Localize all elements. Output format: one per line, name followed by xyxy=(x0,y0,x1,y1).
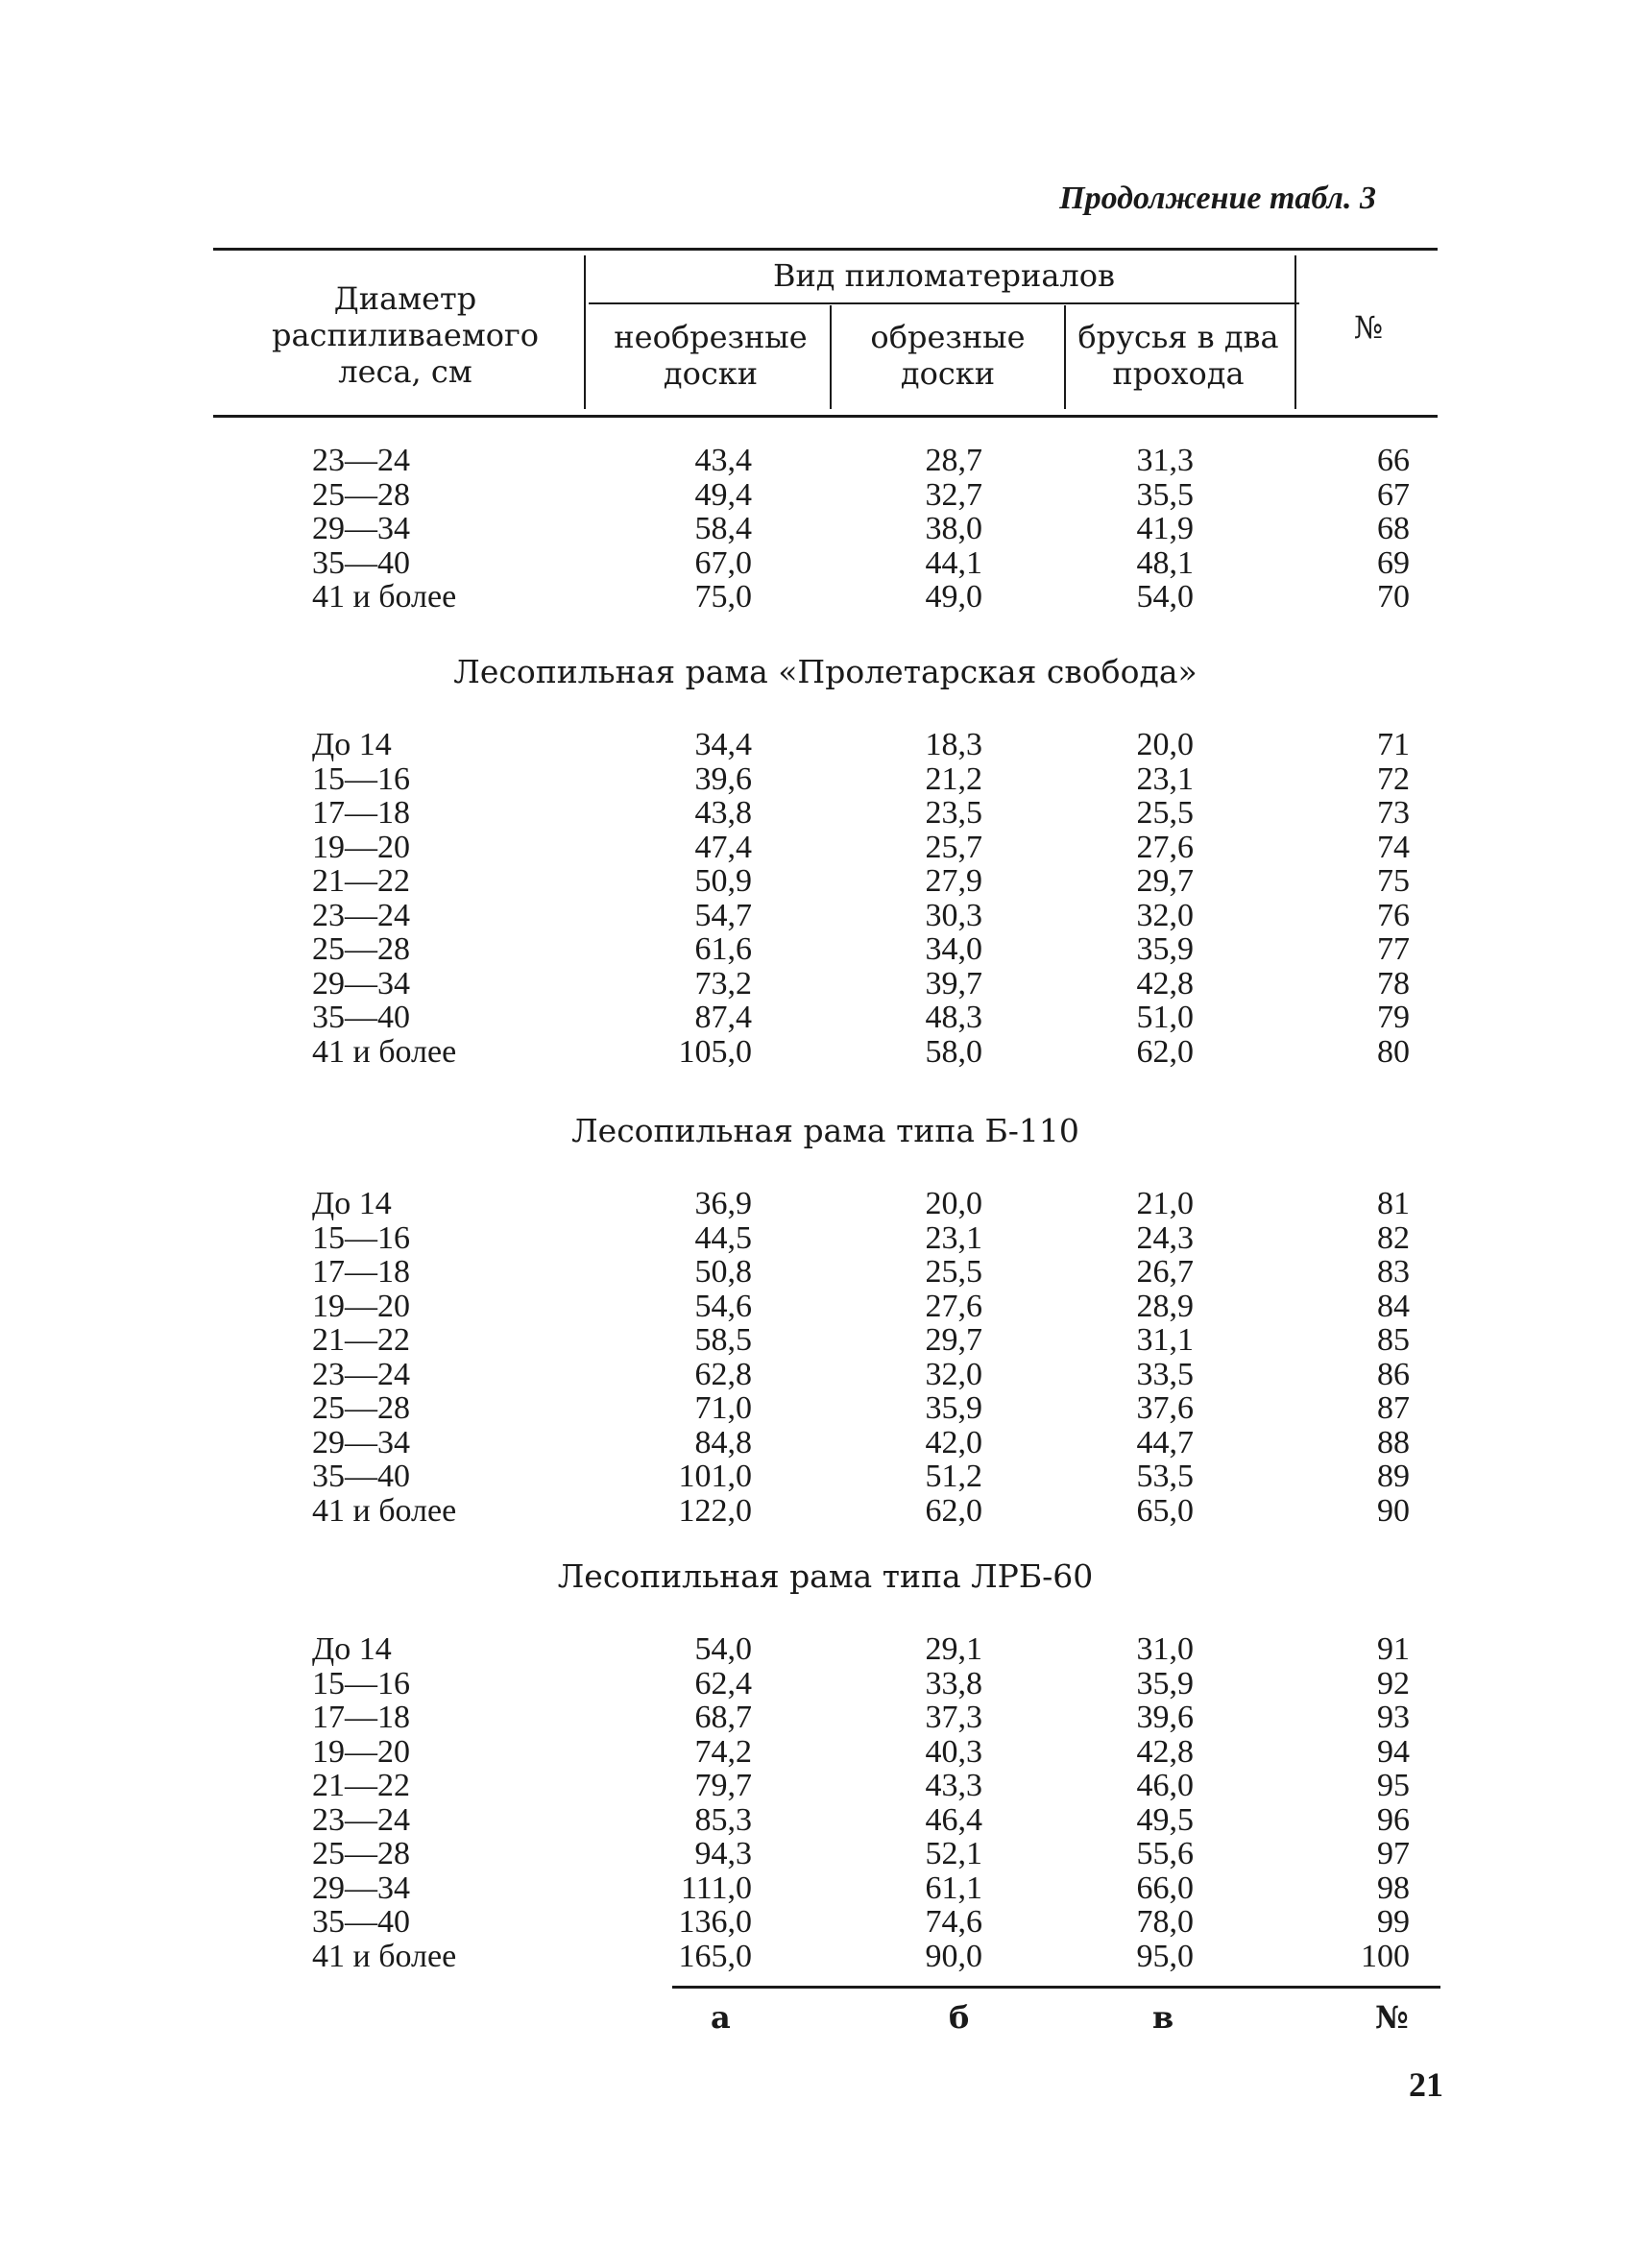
table-row xyxy=(0,546,1645,581)
unedged-boards-cell: 58,5 xyxy=(694,1322,752,1358)
edged-boards-cell: 20,0 xyxy=(925,1186,982,1221)
diameter-cell: 29—34 xyxy=(312,1870,410,1906)
unedged-boards-cell: 165,0 xyxy=(678,1938,752,1974)
row-number-cell: 91 xyxy=(1377,1631,1410,1667)
row-number-cell: 88 xyxy=(1377,1424,1410,1460)
edged-boards-cell: 23,5 xyxy=(925,795,982,831)
table-row xyxy=(0,1187,1645,1221)
diameter-cell: 41 и более xyxy=(312,1938,457,1974)
diameter-cell: 23—24 xyxy=(312,443,410,478)
row-number-cell: 75 xyxy=(1377,863,1410,899)
header-col-v: брусья в два прохода xyxy=(1077,319,1279,392)
row-number-cell: 92 xyxy=(1377,1665,1410,1701)
row-number-cell: 87 xyxy=(1377,1390,1410,1426)
table-row xyxy=(0,1632,1645,1667)
row-number-cell: 98 xyxy=(1377,1870,1410,1906)
edged-boards-cell: 32,7 xyxy=(925,476,982,513)
section-title: Лесопильная рама типа Б-110 xyxy=(571,1112,1079,1149)
table-row xyxy=(0,444,1645,478)
diameter-cell: 15—16 xyxy=(312,760,410,797)
row-number-cell: 95 xyxy=(1377,1768,1410,1803)
beams-cell: 25,5 xyxy=(1136,795,1194,831)
diameter-cell: 41 и более xyxy=(312,1492,457,1529)
beams-cell: 51,0 xyxy=(1136,1000,1194,1035)
unedged-boards-cell: 87,4 xyxy=(694,1000,752,1035)
edged-boards-cell: 48,3 xyxy=(925,1000,982,1035)
beams-cell: 31,0 xyxy=(1136,1631,1194,1667)
edged-boards-cell: 29,1 xyxy=(925,1631,982,1667)
table-row xyxy=(0,1735,1645,1770)
table-row xyxy=(0,1905,1645,1940)
row-number-cell: 74 xyxy=(1377,829,1410,865)
unedged-boards-cell: 79,7 xyxy=(694,1768,752,1803)
beams-cell: 95,0 xyxy=(1136,1938,1194,1974)
diameter-cell: 41 и более xyxy=(312,1033,457,1070)
diameter-cell: 21—22 xyxy=(312,863,410,899)
diameter-cell: 35—40 xyxy=(312,544,410,581)
table-row xyxy=(0,1460,1645,1494)
unedged-boards-cell: 44,5 xyxy=(694,1219,752,1256)
beams-cell: 53,5 xyxy=(1136,1459,1194,1494)
header-diameter: Диаметр распиливаемого леса, см xyxy=(271,280,539,390)
edged-boards-cell: 21,2 xyxy=(925,760,982,797)
header-lumber-type: Вид пиломатериалов xyxy=(772,257,1116,294)
unedged-boards-cell: 101,0 xyxy=(678,1459,752,1494)
beams-cell: 54,0 xyxy=(1136,579,1194,615)
table-row xyxy=(0,899,1645,933)
row-number-cell: 66 xyxy=(1377,443,1410,478)
row-number-cell: 81 xyxy=(1377,1186,1410,1221)
beams-cell: 44,7 xyxy=(1136,1424,1194,1460)
unedged-boards-cell: 49,4 xyxy=(694,476,752,513)
diameter-cell: 25—28 xyxy=(312,1390,410,1426)
table-row xyxy=(0,831,1645,865)
unedged-boards-cell: 61,6 xyxy=(694,931,752,967)
table-row xyxy=(0,1803,1645,1838)
beams-cell: 35,9 xyxy=(1136,1665,1194,1701)
row-number-cell: 99 xyxy=(1377,1904,1410,1940)
edged-boards-cell: 39,7 xyxy=(925,965,982,1001)
diameter-cell: 35—40 xyxy=(312,1000,410,1035)
table-row xyxy=(0,762,1645,797)
table-row xyxy=(0,1667,1645,1701)
row-number-cell: 82 xyxy=(1377,1219,1410,1256)
unedged-boards-cell: 94,3 xyxy=(694,1836,752,1871)
page-number: 21 xyxy=(1409,2065,1443,2104)
unedged-boards-cell: 71,0 xyxy=(694,1390,752,1426)
edged-boards-cell: 25,5 xyxy=(925,1254,982,1290)
unedged-boards-cell: 75,0 xyxy=(694,579,752,615)
beams-cell: 27,6 xyxy=(1136,829,1194,865)
beams-cell: 78,0 xyxy=(1136,1904,1194,1940)
table-row xyxy=(0,478,1645,513)
unedged-boards-cell: 136,0 xyxy=(678,1904,752,1940)
row-number-cell: 100 xyxy=(1361,1938,1410,1974)
row-number-cell: 69 xyxy=(1377,544,1410,581)
row-number-cell: 93 xyxy=(1377,1700,1410,1735)
table-row xyxy=(0,1255,1645,1290)
row-number-cell: 72 xyxy=(1377,760,1410,797)
table-row xyxy=(0,1221,1645,1256)
edged-boards-cell: 29,7 xyxy=(925,1322,982,1358)
diameter-cell: 19—20 xyxy=(312,1288,410,1324)
beams-cell: 41,9 xyxy=(1136,511,1194,546)
unedged-boards-cell: 67,0 xyxy=(694,544,752,581)
row-number-cell: 67 xyxy=(1377,476,1410,513)
beams-cell: 49,5 xyxy=(1136,1801,1194,1838)
beams-cell: 35,5 xyxy=(1136,476,1194,513)
table-row xyxy=(0,1001,1645,1035)
edged-boards-cell: 37,3 xyxy=(925,1700,982,1735)
edged-boards-cell: 90,0 xyxy=(925,1938,982,1974)
edged-boards-cell: 44,1 xyxy=(925,544,982,581)
edged-boards-cell: 43,3 xyxy=(925,1768,982,1803)
row-number-cell: 85 xyxy=(1377,1322,1410,1358)
edged-boards-cell: 38,0 xyxy=(925,511,982,546)
beams-cell: 23,1 xyxy=(1136,760,1194,797)
table-row xyxy=(0,864,1645,899)
table-row xyxy=(0,1391,1645,1426)
unedged-boards-cell: 58,4 xyxy=(694,511,752,546)
beams-cell: 66,0 xyxy=(1136,1870,1194,1906)
table-bottom-rule xyxy=(672,1986,1440,1989)
row-number-cell: 96 xyxy=(1377,1801,1410,1838)
row-number-cell: 84 xyxy=(1377,1288,1410,1324)
diameter-cell: 35—40 xyxy=(312,1459,410,1494)
footer-col-a: а xyxy=(711,1999,731,2036)
unedged-boards-cell: 50,8 xyxy=(694,1254,752,1290)
diameter-cell: 19—20 xyxy=(312,1733,410,1770)
table-row xyxy=(0,932,1645,967)
beams-cell: 24,3 xyxy=(1136,1219,1194,1256)
diameter-cell: До 14 xyxy=(312,727,392,762)
edged-boards-cell: 18,3 xyxy=(925,727,982,762)
unedged-boards-cell: 43,4 xyxy=(694,443,752,478)
header-col-number: № xyxy=(1353,309,1384,346)
diameter-cell: 29—34 xyxy=(312,511,410,546)
diameter-cell: 17—18 xyxy=(312,1254,410,1290)
unedged-boards-cell: 62,4 xyxy=(694,1665,752,1701)
beams-cell: 21,0 xyxy=(1136,1186,1194,1221)
beams-cell: 35,9 xyxy=(1136,931,1194,967)
beams-cell: 39,6 xyxy=(1136,1700,1194,1735)
table-row xyxy=(0,1035,1645,1070)
unedged-boards-cell: 68,7 xyxy=(694,1700,752,1735)
diameter-cell: 35—40 xyxy=(312,1904,410,1940)
row-number-cell: 77 xyxy=(1377,931,1410,967)
table-row xyxy=(0,1837,1645,1871)
beams-cell: 28,9 xyxy=(1136,1288,1194,1324)
diameter-cell: 21—22 xyxy=(312,1322,410,1358)
header-col-a: необрезные доски xyxy=(614,319,808,392)
table-row xyxy=(0,796,1645,831)
table-row xyxy=(0,1871,1645,1906)
row-number-cell: 71 xyxy=(1377,727,1410,762)
unedged-boards-cell: 85,3 xyxy=(694,1801,752,1838)
table-row xyxy=(0,1494,1645,1529)
beams-cell: 31,3 xyxy=(1136,443,1194,478)
diameter-cell: 17—18 xyxy=(312,1700,410,1735)
table-row xyxy=(0,512,1645,546)
beams-cell: 26,7 xyxy=(1136,1254,1194,1290)
edged-boards-cell: 51,2 xyxy=(925,1459,982,1494)
beams-cell: 31,1 xyxy=(1136,1322,1194,1358)
edged-boards-cell: 35,9 xyxy=(925,1390,982,1426)
unedged-boards-cell: 122,0 xyxy=(678,1492,752,1529)
header-bottom-rule xyxy=(213,415,1438,418)
diameter-cell: 21—22 xyxy=(312,1768,410,1803)
table-row xyxy=(0,1940,1645,1974)
edged-boards-cell: 34,0 xyxy=(925,931,982,967)
diameter-cell: 19—20 xyxy=(312,829,410,865)
unedged-boards-cell: 34,4 xyxy=(694,727,752,762)
unedged-boards-cell: 74,2 xyxy=(694,1733,752,1770)
edged-boards-cell: 46,4 xyxy=(925,1801,982,1838)
edged-boards-cell: 30,3 xyxy=(925,897,982,933)
unedged-boards-cell: 43,8 xyxy=(694,795,752,831)
unedged-boards-cell: 39,6 xyxy=(694,760,752,797)
diameter-cell: 25—28 xyxy=(312,931,410,967)
beams-cell: 29,7 xyxy=(1136,863,1194,899)
unedged-boards-cell: 111,0 xyxy=(681,1870,752,1906)
beams-cell: 55,6 xyxy=(1136,1836,1194,1871)
row-number-cell: 90 xyxy=(1377,1492,1410,1529)
unedged-boards-cell: 73,2 xyxy=(694,965,752,1001)
unedged-boards-cell: 54,7 xyxy=(694,897,752,933)
table-row xyxy=(0,1323,1645,1358)
unedged-boards-cell: 105,0 xyxy=(678,1033,752,1070)
beams-cell: 37,6 xyxy=(1136,1390,1194,1426)
beams-cell: 33,5 xyxy=(1136,1356,1194,1392)
table-row xyxy=(0,580,1645,615)
edged-boards-cell: 27,6 xyxy=(925,1288,982,1324)
unedged-boards-cell: 47,4 xyxy=(694,829,752,865)
header-divider xyxy=(584,255,586,409)
unedged-boards-cell: 54,0 xyxy=(694,1631,752,1667)
table-row xyxy=(0,728,1645,762)
beams-cell: 42,8 xyxy=(1136,965,1194,1001)
section-title: Лесопильная рама типа ЛРБ-60 xyxy=(557,1557,1094,1595)
table-row xyxy=(0,1769,1645,1803)
unedged-boards-cell: 62,8 xyxy=(694,1356,752,1392)
row-number-cell: 86 xyxy=(1377,1356,1410,1392)
table-row xyxy=(0,1426,1645,1460)
edged-boards-cell: 25,7 xyxy=(925,829,982,865)
edged-boards-cell: 58,0 xyxy=(925,1033,982,1070)
row-number-cell: 83 xyxy=(1377,1254,1410,1290)
table-row xyxy=(0,1701,1645,1735)
table-row xyxy=(0,1358,1645,1392)
diameter-cell: 23—24 xyxy=(312,897,410,933)
unedged-boards-cell: 84,8 xyxy=(694,1424,752,1460)
table-row xyxy=(0,1290,1645,1324)
beams-cell: 48,1 xyxy=(1136,544,1194,581)
beams-cell: 62,0 xyxy=(1136,1033,1194,1070)
edged-boards-cell: 74,6 xyxy=(925,1904,982,1940)
diameter-cell: 15—16 xyxy=(312,1219,410,1256)
group-header-rule xyxy=(589,302,1299,304)
row-number-cell: 78 xyxy=(1377,965,1410,1001)
row-number-cell: 76 xyxy=(1377,897,1410,933)
edged-boards-cell: 32,0 xyxy=(925,1356,982,1392)
header-col-b: обрезные доски xyxy=(870,319,1026,392)
diameter-cell: 25—28 xyxy=(312,476,410,513)
edged-boards-cell: 52,1 xyxy=(925,1836,982,1871)
beams-cell: 42,8 xyxy=(1136,1733,1194,1770)
footer-col-v: в xyxy=(1152,1999,1174,2036)
edged-boards-cell: 62,0 xyxy=(925,1492,982,1529)
row-number-cell: 68 xyxy=(1377,511,1410,546)
unedged-boards-cell: 54,6 xyxy=(694,1288,752,1324)
diameter-cell: 23—24 xyxy=(312,1801,410,1838)
edged-boards-cell: 42,0 xyxy=(925,1424,982,1460)
row-number-cell: 80 xyxy=(1377,1033,1410,1070)
beams-cell: 20,0 xyxy=(1136,727,1194,762)
diameter-cell: 15—16 xyxy=(312,1665,410,1701)
edged-boards-cell: 49,0 xyxy=(925,579,982,615)
header-divider xyxy=(830,305,832,409)
row-number-cell: 89 xyxy=(1377,1459,1410,1494)
edged-boards-cell: 27,9 xyxy=(925,863,982,899)
edged-boards-cell: 23,1 xyxy=(925,1219,982,1256)
row-number-cell: 97 xyxy=(1377,1836,1410,1871)
diameter-cell: 41 и более xyxy=(312,579,457,615)
unedged-boards-cell: 50,9 xyxy=(694,863,752,899)
footer-col-b: б xyxy=(949,1999,970,2036)
edged-boards-cell: 28,7 xyxy=(925,443,982,478)
table-caption: Продолжение табл. 3 xyxy=(1059,181,1376,216)
row-number-cell: 94 xyxy=(1377,1733,1410,1770)
table-row xyxy=(0,967,1645,1001)
table-top-rule xyxy=(213,248,1438,251)
diameter-cell: 25—28 xyxy=(312,1836,410,1871)
edged-boards-cell: 40,3 xyxy=(925,1733,982,1770)
diameter-cell: До 14 xyxy=(312,1186,392,1221)
section-title: Лесопильная рама «Пролетарская свобода» xyxy=(453,653,1197,690)
diameter-cell: 17—18 xyxy=(312,795,410,831)
edged-boards-cell: 33,8 xyxy=(925,1665,982,1701)
beams-cell: 46,0 xyxy=(1136,1768,1194,1803)
beams-cell: 65,0 xyxy=(1136,1492,1194,1529)
row-number-cell: 79 xyxy=(1377,1000,1410,1035)
diameter-cell: 23—24 xyxy=(312,1356,410,1392)
header-divider xyxy=(1064,305,1066,409)
diameter-cell: 29—34 xyxy=(312,1424,410,1460)
row-number-cell: 70 xyxy=(1377,579,1410,615)
edged-boards-cell: 61,1 xyxy=(925,1870,982,1906)
diameter-cell: До 14 xyxy=(312,1631,392,1667)
unedged-boards-cell: 36,9 xyxy=(694,1186,752,1221)
footer-col-number: № xyxy=(1375,1999,1409,2036)
diameter-cell: 29—34 xyxy=(312,965,410,1001)
row-number-cell: 73 xyxy=(1377,795,1410,831)
beams-cell: 32,0 xyxy=(1136,897,1194,933)
